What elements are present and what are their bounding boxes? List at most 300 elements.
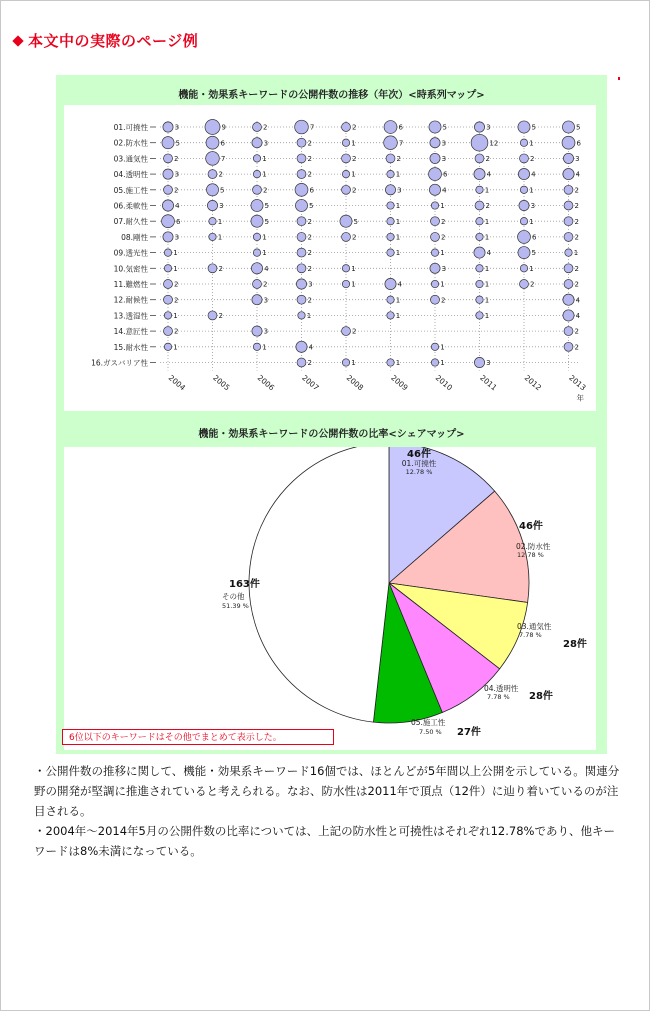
bubble	[163, 232, 173, 242]
bubble	[564, 280, 573, 289]
bubble-value: 5	[220, 186, 225, 195]
bubble-value: 1	[262, 343, 267, 352]
bubble-value: 3	[263, 139, 269, 148]
bubble-value: 1	[440, 280, 445, 289]
row-label: 07.耐久性	[113, 217, 148, 227]
bubble	[431, 280, 438, 287]
bubble-value: 2	[262, 186, 268, 195]
bubble-value: 4	[531, 170, 536, 179]
bubble	[252, 295, 262, 305]
bubble	[164, 154, 173, 163]
bubble	[430, 263, 440, 273]
bubble-value: 1	[484, 312, 490, 320]
bubble-value: 4	[397, 280, 403, 289]
bubble-value: 1	[529, 217, 534, 226]
bubble	[164, 295, 173, 304]
bubble-value: 1	[262, 249, 267, 258]
bubble	[429, 168, 442, 181]
diamond-icon	[12, 35, 23, 46]
section-heading	[11, 30, 198, 51]
bubble	[430, 153, 440, 163]
bubble	[295, 120, 309, 134]
bubble-value: 5	[264, 202, 270, 211]
bubble-value: 1	[173, 264, 178, 273]
chart-note: 6位以下のキーワードはその他でまとめて表示した。	[62, 729, 334, 745]
bubble-value: 1	[484, 296, 490, 305]
bubble-value: 7	[309, 123, 315, 132]
bubble-value: 6	[576, 139, 581, 148]
bubble	[164, 265, 171, 272]
bubble	[518, 247, 530, 259]
bubble-value: 6	[442, 170, 448, 179]
bubble-value: 1	[484, 186, 490, 195]
section-heading-text: 本文中の実際のページ例	[28, 32, 199, 50]
bubble	[342, 265, 349, 272]
bubble-value: 1	[395, 202, 401, 211]
bubble	[518, 230, 531, 243]
bubble-value: 5	[353, 217, 359, 226]
bubble	[208, 311, 217, 320]
bubble-value: 6	[398, 123, 403, 132]
bubble-value: 1	[573, 249, 579, 258]
bubble	[253, 249, 260, 256]
row-label: 09.透光性	[113, 248, 148, 258]
pie-slice	[249, 447, 389, 722]
bubble-value: 4	[308, 343, 314, 352]
bubble	[297, 232, 306, 241]
slice-percent-label: 7.78 %	[487, 693, 510, 701]
row-label: 14.意匠性	[113, 327, 148, 337]
bubble-value: 2	[218, 312, 223, 320]
bubble-value: 12	[489, 139, 499, 148]
bubble	[385, 278, 396, 289]
bubble	[209, 218, 216, 225]
bubble-value: 1	[306, 312, 312, 320]
bubble-value: 2	[574, 280, 579, 289]
bubble-value: 3	[441, 264, 447, 273]
bubble	[163, 169, 173, 179]
year-tick-label: 2010	[433, 373, 455, 393]
bubble	[206, 136, 219, 149]
bubble	[253, 185, 262, 194]
bubble-value: 2	[173, 280, 179, 289]
bubble-value: 2	[574, 202, 579, 211]
bubble	[164, 327, 173, 336]
bubble-value: 2	[351, 186, 357, 195]
bubble-value: 2	[574, 186, 579, 195]
bubble-value: 5	[442, 123, 448, 132]
bubble	[476, 296, 483, 303]
bubble-value: 3	[174, 170, 180, 179]
bubble-value: 3	[219, 202, 224, 211]
bubble	[253, 343, 260, 350]
bubble	[387, 249, 394, 256]
slice-name-label: 03.通気性	[517, 622, 552, 631]
share-chart-area	[64, 447, 596, 750]
row-label: 16.ガスバリア性	[91, 358, 148, 368]
bubble	[205, 120, 220, 135]
bubble	[387, 296, 394, 303]
bubble-value: 2	[529, 155, 535, 163]
bubble	[253, 123, 262, 132]
bubble-value: 2	[307, 170, 312, 179]
bubble	[520, 154, 529, 163]
bubble-value: 2	[307, 139, 312, 148]
bubble-value: 5	[576, 123, 581, 132]
bubble	[162, 215, 175, 228]
bubble-value: 1	[529, 139, 534, 148]
bubble	[387, 202, 394, 209]
row-label: 05.施工性	[113, 185, 148, 195]
bubble-value: 2	[307, 217, 312, 226]
bubble-value: 6	[220, 139, 225, 148]
bubble-value: 3	[174, 233, 180, 242]
bubble-value: 3	[174, 123, 180, 132]
summary-paragraph-1: ・公開件数の推移に関して、機能・効果系キーワード16個では、ほとんどが5年間以上公開を示している。関連分野の開発が堅調に推進されていると考えられる。なお、防水性は2011年で頂点（12件）に辿り着いているのが注目される。	[34, 764, 620, 818]
bubble	[297, 248, 306, 257]
bubble	[209, 233, 216, 240]
bubble	[474, 169, 485, 180]
bubble-value: 5	[309, 202, 314, 211]
bubble	[431, 217, 440, 226]
bubble-value: 2	[351, 123, 357, 132]
bubble-value: 4	[486, 249, 492, 258]
bubble	[518, 121, 530, 133]
bubble	[164, 249, 171, 256]
bubble	[297, 295, 306, 304]
bubble-value: 4	[486, 170, 492, 179]
bubble	[431, 359, 438, 366]
bubble-value: 1	[351, 280, 356, 289]
bubble	[164, 343, 171, 350]
row-label: 01.可撓性	[113, 123, 148, 132]
bubble	[476, 265, 483, 272]
bubble	[476, 186, 483, 193]
bubble	[564, 232, 573, 241]
bubble	[431, 295, 440, 304]
figure-panel	[56, 75, 607, 754]
bubble-value: 2	[218, 264, 223, 273]
row-label: 13.透湿性	[113, 311, 148, 321]
bubble	[520, 280, 529, 289]
bubble	[384, 121, 397, 134]
bubble-value: 1	[440, 343, 445, 352]
slice-percent-label: 7.78 %	[519, 631, 542, 639]
bubble-value: 1	[395, 312, 401, 320]
bubble	[520, 139, 527, 146]
bubble-value: 1	[395, 170, 401, 179]
timeline-chart-title: 機能・効果系キーワードの公開件数の推移（年次）<時系列マップ>	[178, 90, 485, 101]
bubble-value: 1	[351, 170, 356, 179]
bubble-value: 1	[395, 359, 401, 368]
year-tick-label: 2012	[522, 373, 544, 393]
bubble	[251, 263, 262, 274]
bubble	[471, 134, 488, 151]
row-label: 11.難燃性	[113, 280, 148, 289]
bubble-value: 2	[307, 264, 312, 273]
bubble	[429, 184, 440, 195]
bubble	[297, 170, 306, 179]
bubble-value: 2	[574, 343, 579, 352]
bubble	[162, 137, 174, 149]
bubble	[342, 327, 351, 336]
bubble-value: 1	[440, 249, 445, 258]
bubble	[474, 122, 484, 132]
bubble	[431, 232, 440, 241]
bubble-value: 2	[351, 155, 357, 163]
corner-mark	[618, 77, 620, 80]
bubble-value: 1	[395, 217, 401, 226]
bubble	[206, 184, 218, 196]
row-label: 08.剛性	[121, 232, 148, 242]
bubble	[475, 201, 484, 210]
row-label: 15.耐水性	[113, 342, 148, 352]
slice-name-label: 05.施工性	[411, 718, 446, 727]
bubble-value: 2	[574, 264, 579, 273]
bubble	[208, 170, 217, 179]
bubble	[342, 170, 349, 177]
slice-count-label: 46件	[519, 521, 543, 532]
bubble-value: 1	[529, 186, 534, 195]
bubble-value: 4	[575, 312, 581, 320]
bubble	[520, 218, 527, 225]
bubble-value: 3	[486, 359, 491, 368]
bubble-value: 2	[485, 202, 490, 211]
bubble	[564, 327, 573, 336]
bubble	[387, 170, 394, 177]
bubble-value: 2	[173, 327, 179, 336]
bubble-value: 2	[351, 233, 357, 242]
bubble	[340, 215, 352, 227]
bubble-value: 3	[263, 327, 269, 336]
bubble	[520, 265, 527, 272]
bubble-value: 3	[263, 296, 269, 305]
bubble-value: 9	[221, 123, 226, 132]
bubble	[296, 279, 306, 289]
timeline-chart	[64, 105, 596, 411]
bubble	[387, 218, 394, 225]
bubble-value: 1	[395, 233, 401, 242]
bubble-value: 2	[307, 233, 312, 242]
bubble	[520, 186, 527, 193]
bubble-value: 3	[486, 123, 491, 132]
bubble-value: 4	[175, 202, 180, 211]
bubble-value: 5	[264, 217, 270, 226]
bubble-value: 1	[262, 233, 267, 242]
bubble	[164, 280, 173, 289]
bubble	[297, 154, 306, 163]
bubble-value: 1	[395, 296, 401, 305]
bubble	[342, 359, 349, 366]
bubble-value: 1	[262, 155, 267, 163]
share-chart	[64, 447, 596, 750]
bubble	[475, 154, 484, 163]
x-unit-label: 年	[576, 393, 584, 403]
bubble	[386, 154, 395, 163]
bubble-value: 1	[395, 249, 401, 258]
bubble	[385, 185, 395, 195]
bubble	[387, 233, 394, 240]
bubble	[297, 264, 306, 273]
bubble	[342, 154, 351, 163]
bubble-value: 3	[575, 155, 580, 163]
bubble-value: 5	[175, 139, 181, 148]
slice-name-label: その他	[222, 592, 245, 601]
bubble-value: 1	[217, 233, 223, 242]
bubble-value: 2	[574, 327, 579, 336]
bubble-value: 2	[396, 155, 401, 163]
bubble-value: 3	[441, 139, 447, 148]
bubble-value: 6	[531, 233, 537, 242]
bubble-value: 2	[440, 233, 446, 242]
bubble-value: 2	[307, 249, 312, 258]
bubble	[476, 280, 483, 287]
bubble	[563, 153, 573, 163]
bubble	[295, 183, 308, 196]
bubble-value: 1	[351, 359, 356, 368]
bubble-value: 1	[351, 264, 356, 273]
year-tick-label: 2009	[389, 373, 410, 393]
bubble-value: 2	[307, 359, 312, 368]
bubble	[562, 121, 574, 133]
bubble	[387, 359, 394, 366]
bubble-value: 2	[262, 123, 268, 132]
bubble	[431, 202, 438, 209]
bubble	[253, 155, 260, 162]
bubble	[297, 138, 306, 147]
bubble	[564, 217, 573, 226]
bubble-value: 2	[351, 327, 357, 336]
share-chart-title: 機能・効果系キーワードの公開件数の比率<シェアマップ>	[198, 429, 465, 440]
bubble-value: 1	[484, 217, 490, 226]
bubble	[431, 249, 438, 256]
bubble-value: 2	[440, 217, 446, 226]
bubble-value: 5	[531, 249, 537, 258]
bubble	[565, 249, 572, 256]
slice-percent-label: 12.78 %	[405, 468, 433, 476]
bubble-value: 6	[309, 186, 314, 195]
bubble-value: 2	[440, 296, 446, 305]
bubble	[298, 312, 305, 319]
bubble-value: 1	[262, 170, 267, 179]
row-label: 06.柔軟性	[113, 201, 148, 211]
bubble	[207, 200, 217, 210]
bubble-value: 3	[308, 280, 313, 289]
year-tick-label: 2013	[567, 373, 588, 393]
bubble-value: 1	[484, 264, 490, 273]
bubble	[564, 342, 573, 351]
bubble-value: 2	[574, 217, 579, 226]
year-tick-label: 2006	[255, 373, 277, 393]
bubble-value: 1	[173, 312, 178, 320]
bubble	[564, 185, 573, 194]
bubble	[342, 280, 349, 287]
bubble-value: 7	[220, 155, 226, 163]
bubble	[430, 138, 440, 148]
year-tick-label: 2007	[300, 373, 321, 393]
bubble	[474, 247, 485, 258]
bubble-value: 2	[307, 296, 312, 305]
bubble	[476, 233, 483, 240]
summary-text	[34, 761, 624, 861]
bubble	[563, 169, 574, 180]
bubble-value: 1	[217, 217, 223, 226]
bubble-value: 3	[397, 186, 402, 195]
bubble-value: 2	[574, 233, 579, 242]
bubble-value: 2	[307, 155, 312, 163]
bubble	[251, 215, 263, 227]
bubble	[384, 136, 398, 150]
bubble-value: 2	[485, 155, 490, 163]
bubble-value: 6	[175, 217, 181, 226]
bubble-value: 4	[264, 264, 269, 273]
bubble	[564, 201, 573, 210]
bubble-value: 3	[441, 155, 447, 163]
bubble	[342, 123, 351, 132]
slice-name-label: 01.可撓性	[401, 459, 437, 468]
year-tick-label: 2004	[166, 373, 188, 393]
bubble	[163, 122, 173, 132]
bubble	[296, 341, 307, 352]
bubble	[206, 152, 220, 166]
bubble-value: 2	[262, 280, 268, 289]
slice-percent-label: 51.39 %	[222, 602, 249, 610]
bubble	[208, 264, 217, 273]
bubble-value: 1	[440, 359, 445, 368]
bubble-value: 1	[484, 280, 490, 289]
bubble	[518, 169, 529, 180]
slice-count-label: 27件	[457, 727, 481, 738]
bubble-value: 1	[440, 202, 445, 211]
bubble	[252, 326, 262, 336]
bubble	[429, 121, 441, 133]
bubble	[519, 200, 529, 210]
bubble	[476, 312, 483, 319]
bubble	[474, 357, 484, 367]
summary-paragraph-2: ・2004年〜2014年5月の公開件数の比率については、上記の防水性と可撓性はそれぞれ12.78%であり、他キーワードは8%未満になっている。	[34, 824, 615, 858]
row-label: 02.防水性	[113, 138, 148, 148]
slice-count-label: 28件	[529, 691, 553, 702]
row-label: 04.透明性	[113, 170, 148, 180]
year-tick-label: 2008	[344, 373, 366, 393]
bubble-value: 2	[529, 280, 535, 289]
bubble-value: 2	[173, 155, 179, 163]
bubble-value: 3	[530, 202, 536, 211]
row-label: 03.通気性	[113, 154, 148, 164]
bubble-value: 4	[442, 186, 447, 195]
bubble	[342, 185, 351, 194]
bubble	[297, 217, 306, 226]
bubble-value: 7	[398, 139, 404, 148]
slice-name-label: 02.防水性	[516, 542, 551, 551]
bubble	[252, 138, 262, 148]
bubble	[162, 200, 173, 211]
bubble	[342, 232, 351, 241]
bubble-value: 2	[173, 296, 179, 305]
bubble-value: 5	[531, 123, 537, 132]
bubble	[563, 294, 574, 305]
bubble	[164, 312, 171, 319]
year-tick-label: 2011	[478, 373, 499, 393]
bubble	[295, 199, 307, 211]
slice-name-label: 04.透明性	[484, 684, 519, 693]
bubble-value: 4	[575, 170, 581, 179]
bubble	[297, 358, 306, 367]
bubble	[253, 280, 262, 289]
bubble	[562, 136, 575, 149]
bubble-value: 1	[173, 249, 178, 258]
timeline-chart-area	[64, 105, 596, 411]
